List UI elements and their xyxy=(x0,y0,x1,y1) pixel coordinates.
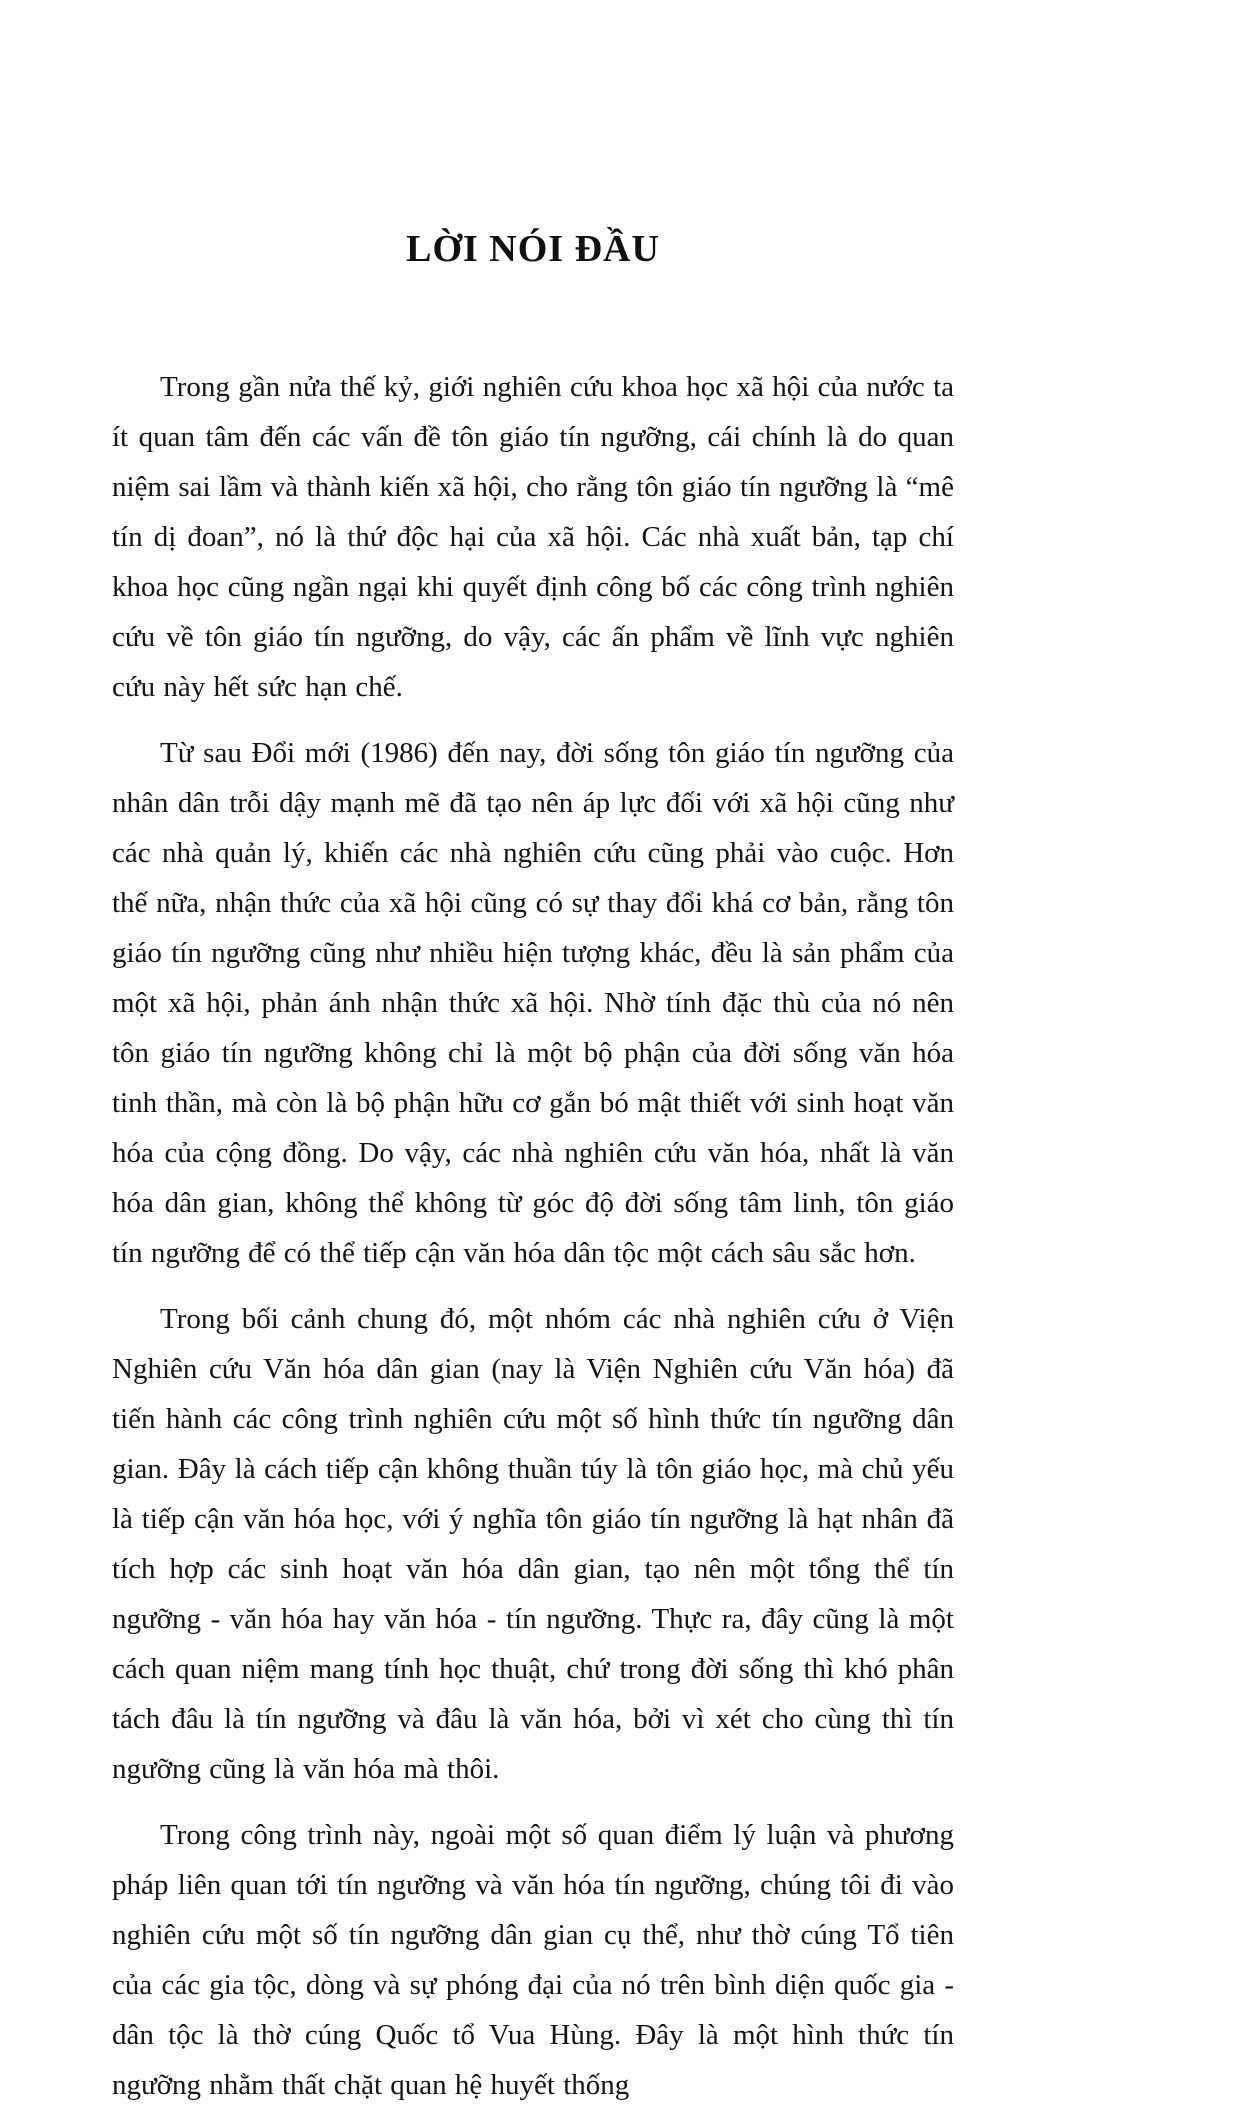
paragraph-1: Trong gần nửa thế kỷ, giới nghiên cứu khoa học xã hội của nước ta ít quan tâm đến các vấn đề tôn giáo tín ngưỡng, cái chính là do quan niệm sai lầm và thành kiến xã hội, cho rằng tôn giáo tín ngưỡng là “mê tín dị đoan”, nó là thứ độc hại của xã hội. Các nhà xuất bản, tạp chí khoa học cũng ngần ngại khi quyết định công bố các công trình nghiên cứu về tôn giáo tín ngưỡng, do vậy, các ấn phẩm về lĩnh vực nghiên cứu này hết sức hạn chế. xyxy=(112,371,954,703)
paragraph-4: Trong công trình này, ngoài một số quan điểm lý luận và phương pháp liên quan tới tín ngưỡng và văn hóa tín ngưỡng, chúng tôi đi vào nghiên cứu một số tín ngưỡng dân gian cụ thể, như thờ cúng Tổ tiên của các gia tộc, dòng và sự phóng đại của nó trên bình diện quốc gia - dân tộc là thờ cúng Quốc tổ Vua Hùng. Đây là một hình thức tín ngưỡng nhằm thất chặt quan hệ huyết thống xyxy=(112,1819,954,2101)
body-text xyxy=(112,362,954,2110)
paragraph-2: Từ sau Đổi mới (1986) đến nay, đời sống tôn giáo tín ngưỡng của nhân dân trỗi dậy mạnh mẽ đã tạo nên áp lực đối với xã hội cũng như các nhà quản lý, khiến các nhà nghiên cứu cũng phải vào cuộc. Hơn thế nữa, nhận thức của xã hội cũng có sự thay đổi khá cơ bản, rằng tôn giáo tín ngưỡng cũng như nhiều hiện tượng khác, đều là sản phẩm của một xã hội, phản ánh nhận thức xã hội. Nhờ tính đặc thù của nó nên tôn giáo tín ngưỡng không chỉ là một bộ phận của đời sống văn hóa tinh thần, mà còn là bộ phận hữu cơ gắn bó mật thiết với sinh hoạt văn hóa của cộng đồng. Do vậy, các nhà nghiên cứu văn hóa, nhất là văn hóa dân gian, không thể không từ góc độ đời sống tâm linh, tôn giáo tín ngưỡng để có thể tiếp cận văn hóa dân tộc một cách sâu sắc hơn. xyxy=(112,737,954,1269)
paragraph-3: Trong bối cảnh chung đó, một nhóm các nhà nghiên cứu ở Viện Nghiên cứu Văn hóa dân gian (nay là Viện Nghiên cứu Văn hóa) đã tiến hành các công trình nghiên cứu một số hình thức tín ngưỡng dân gian. Đây là cách tiếp cận không thuần túy là tôn giáo học, mà chủ yếu là tiếp cận văn hóa học, với ý nghĩa tôn giáo tín ngưỡng là hạt nhân đã tích hợp các sinh hoạt văn hóa dân gian, tạo nên một tổng thể tín ngưỡng - văn hóa hay văn hóa - tín ngưỡng. Thực ra, đây cũng là một cách quan niệm mang tính học thuật, chứ trong đời sống thì khó phân tách đâu là tín ngưỡng và đâu là văn hóa, bởi vì xét cho cùng thì tín ngưỡng cũng là văn hóa mà thôi. xyxy=(112,1303,954,1785)
page-title: LỜI NÓI ĐẦU xyxy=(406,228,660,270)
